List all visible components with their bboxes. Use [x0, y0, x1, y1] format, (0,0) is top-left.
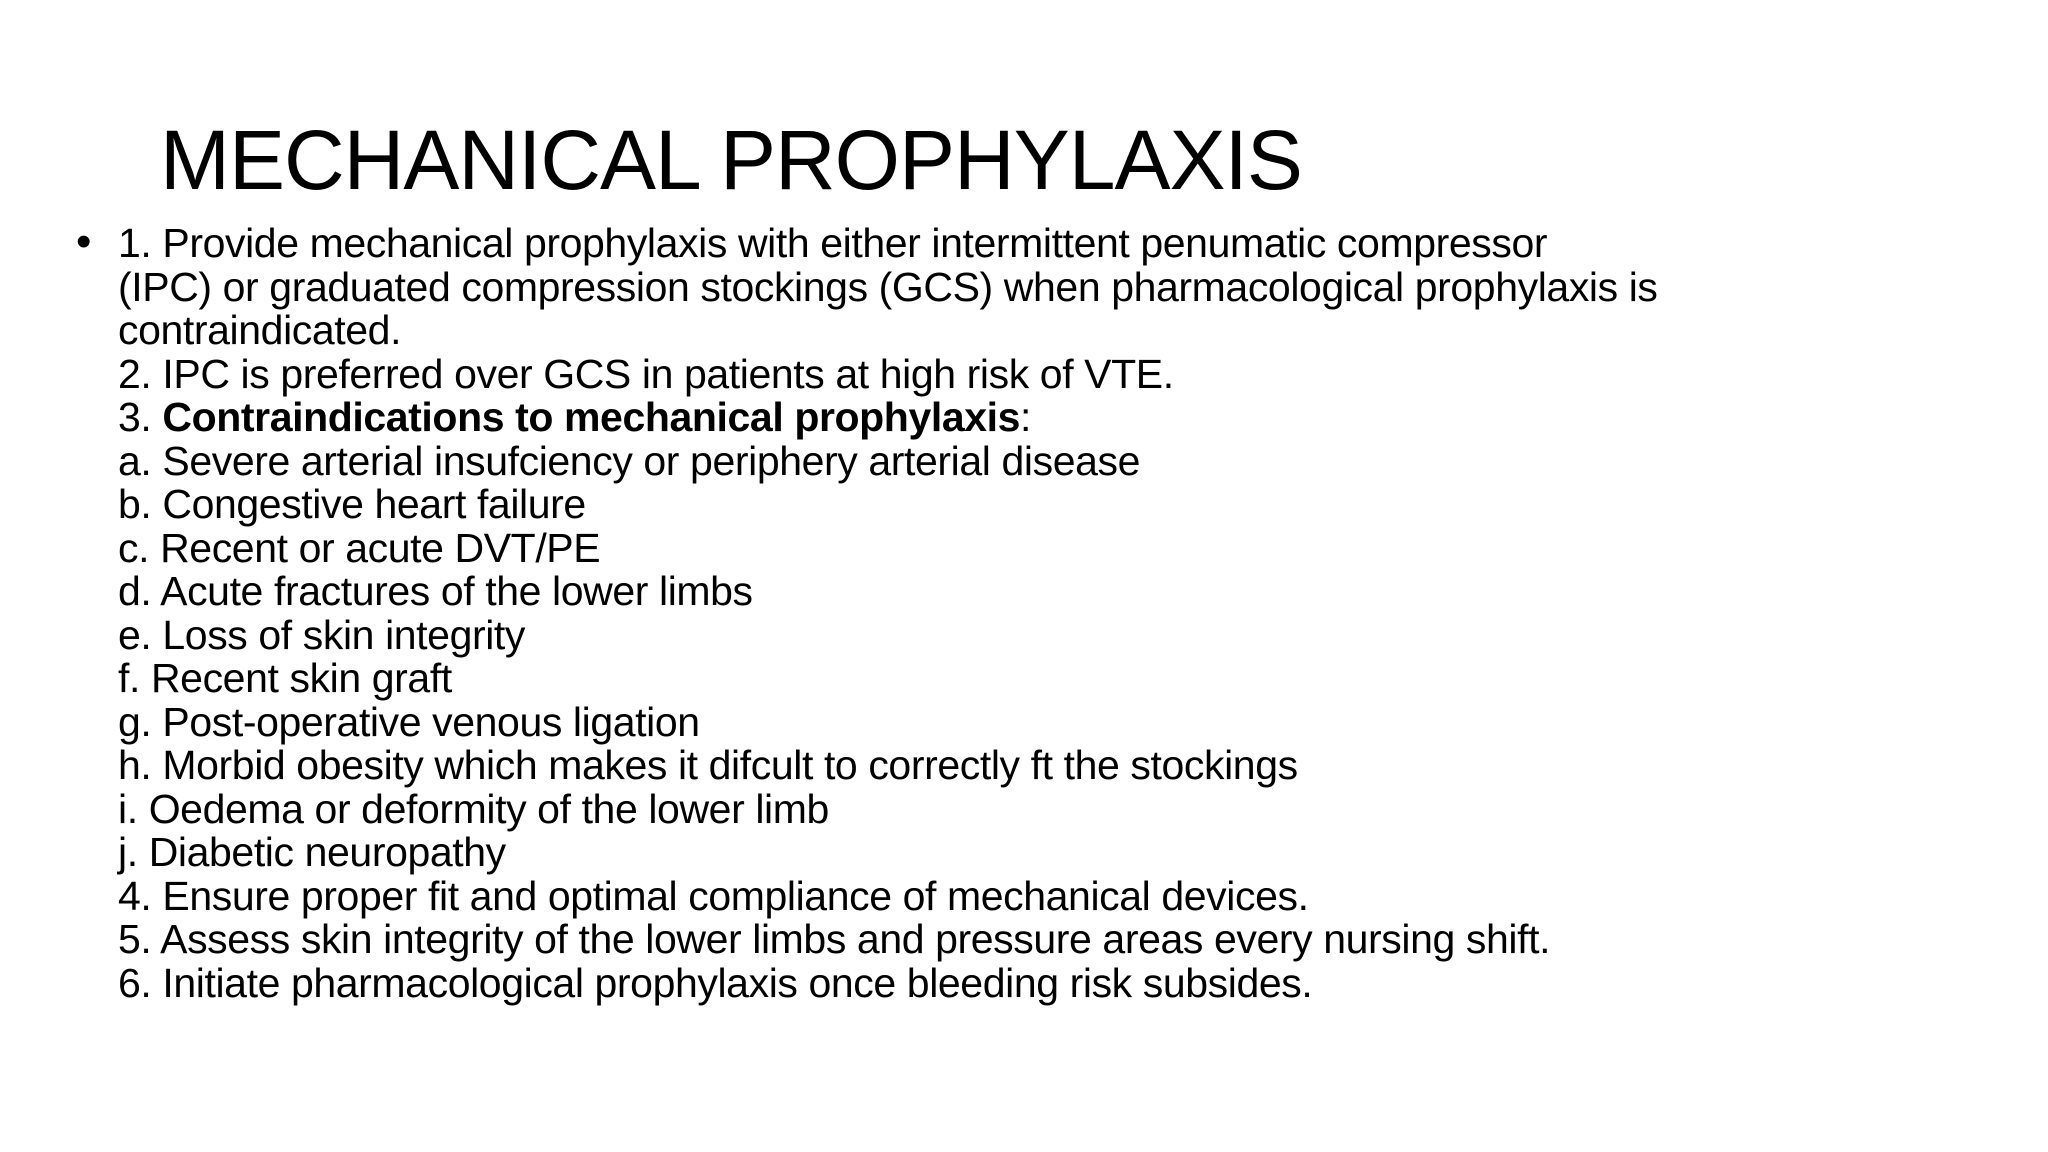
item-1-line-1: 1. Provide mechanical prophylaxis with either intermittent penumatic compressor	[118, 220, 1548, 266]
contraindication-f: f. Recent skin graft	[118, 655, 452, 701]
contraindication-g: g. Post-operative venous ligation	[118, 698, 700, 745]
slide-body	[118, 222, 1998, 1005]
item-3-heading: Contraindications to mechanical prophylaxis	[162, 394, 1021, 440]
item-4: 4. Ensure proper fit and optimal compliance of mechanical devices.	[118, 872, 1309, 919]
contraindication-e: e. Loss of skin integrity	[118, 611, 526, 658]
contraindication-b: b. Congestive heart failure	[118, 481, 586, 527]
item-3-prefix: 3.	[118, 394, 163, 440]
item-5: 5. Assess skin integrity of the lower limbs and pressure areas every nursing shift.	[118, 916, 1551, 962]
slide-title: MECHANICAL PROPHYLAXIS	[160, 113, 1302, 207]
item-1-line-2: (IPC) or graduated compression stockings (GCS) when pharmacological prophylaxis is	[118, 263, 1658, 310]
contraindication-i: i. Oedema or deformity of the lower limb	[118, 785, 829, 832]
item-2: 2. IPC is preferred over GCS in patients at high risk of VTE.	[118, 350, 1174, 397]
contraindication-d: d. Acute fractures of the lower limbs	[118, 568, 753, 614]
contraindication-j: j. Diabetic neuropathy	[118, 829, 506, 875]
contraindication-a: a. Severe arterial insufciency or periphery arterial disease	[118, 437, 1141, 484]
contraindication-h: h. Morbid obesity which makes it difcult to correctly ft the stockings	[118, 742, 1298, 788]
item-1-line-3: contraindicated.	[118, 307, 402, 353]
contraindication-c: c. Recent or acute DVT/PE	[118, 524, 601, 571]
item-6: 6. Initiate pharmacological prophylaxis once bleeding risk subsides.	[118, 959, 1313, 1006]
item-3	[118, 396, 1998, 440]
item-3-suffix: :	[1020, 394, 1032, 440]
bullet-icon: •	[76, 217, 92, 266]
